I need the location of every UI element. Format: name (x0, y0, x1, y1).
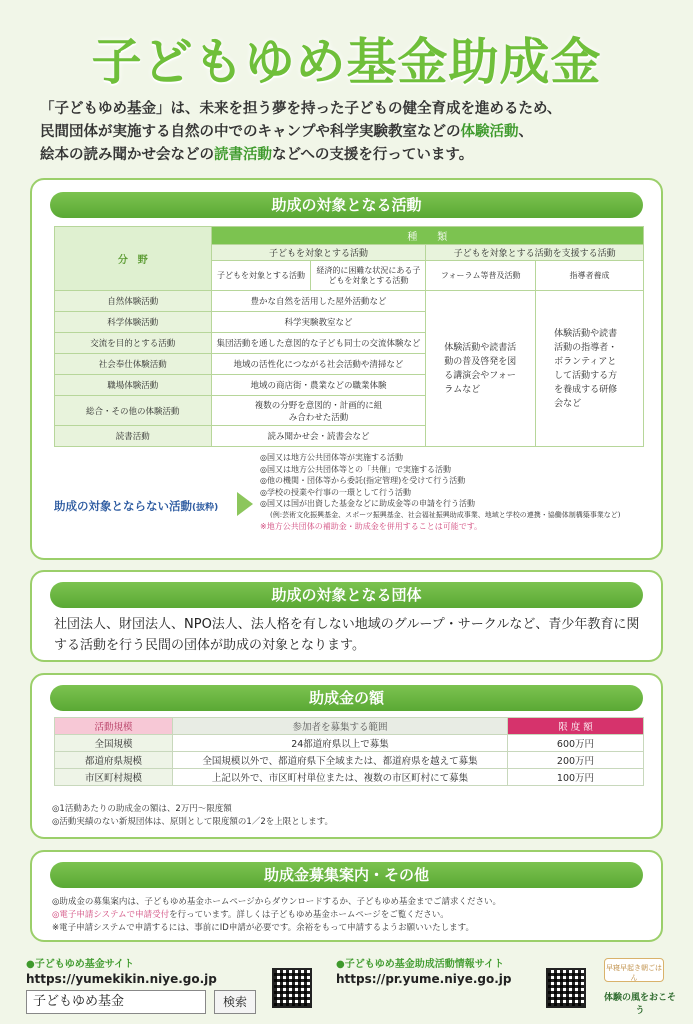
intro-highlight-reading: 読書活動 (214, 147, 272, 163)
col-for-children-header: 子どもを対象とする活動 (211, 245, 426, 261)
not-covered-label (54, 498, 218, 514)
hayane-logo: 早寝早起き朝ごはん (604, 958, 664, 982)
trainer-desc-cell: 体験活動や読書活動の指導者・ボランティアとして活動する方を養成する研修会など (536, 291, 644, 447)
range-cell: 24都道府県以上で募集 (173, 735, 508, 752)
list-item: ◎学校の授業や行事の一環として行う活動 (260, 487, 411, 497)
intro-line-3-text: 絵本の読み聞かせ会などの (40, 147, 214, 163)
page-title: 子どもゆめ基金助成金 (91, 33, 602, 91)
desc-cell: 地域の活性化につながる社会活動や清掃など (211, 354, 426, 375)
arrow-right-icon (237, 492, 253, 516)
limit-cell: 100万円 (508, 769, 644, 786)
intro-line-2-end: 、 (518, 124, 533, 140)
groups-card (30, 570, 663, 662)
table-row (55, 291, 644, 312)
list-item: ◎国又は地方公共団体等との「共催」で実施する活動 (260, 464, 451, 474)
site-2-url-link[interactable]: https://pr.yume.niye.go.jp (336, 972, 512, 986)
list-item: ◎助成金の募集案内は、子どもゆめ基金ホームページからダウンロードするか、子どもゆめ基金までご請求ください。 (52, 897, 501, 907)
forum-desc-cell: 体験活動や読書活動の普及啓発を図る講演会やフォーラムなど (426, 291, 536, 447)
col-limit-header: 限 度 額 (508, 718, 644, 735)
info-card (30, 850, 663, 942)
qr-code-icon[interactable] (546, 968, 586, 1008)
site-2-label: ●子どもゆめ基金助成活動情報サイト (336, 959, 505, 970)
col-support-header: 子どもを対象とする活動を支援する活動 (426, 245, 644, 261)
intro-line-1: 「子どもゆめ基金」は、未来を担う夢を持った子どもの健全育成を進めるため、 (40, 101, 562, 117)
info-notes (52, 896, 501, 935)
activities-table (54, 226, 644, 447)
e-application-rest: を行っています。詳しくは子どもゆめ基金ホームページをご覧ください。 (169, 910, 449, 920)
range-cell: 上記以外で、市区町村単位または、複数の市区町村にて募集 (173, 769, 508, 786)
field-cell: 職場体験活動 (55, 375, 212, 396)
field-cell: 読書活動 (55, 426, 212, 447)
not-covered-title: 助成の対象とならない活動 (54, 499, 192, 513)
not-covered-excerpt-note: (抜粋) (192, 503, 219, 513)
activities-card (30, 178, 663, 560)
list-item: ◎国又は国が出資した基金などに助成金等の申請を行う活動 (260, 499, 475, 508)
table-row (55, 769, 644, 786)
qr-code-icon[interactable] (272, 968, 312, 1008)
sub-children-header: 子どもを対象とする活動 (211, 261, 311, 291)
amount-notes (52, 803, 333, 829)
intro-line-3 (40, 144, 660, 167)
intro-highlight-experience: 体験活動 (460, 124, 519, 140)
field-cell: 交流を目的とする活動 (55, 333, 212, 354)
limit-cell: 600万円 (508, 735, 644, 752)
list-item (52, 909, 501, 922)
footer-site-2 (336, 955, 512, 986)
info-heading: 助成金募集案内・その他 (50, 862, 643, 888)
footer-site-1 (26, 955, 217, 986)
col-field-header: 分 野 (55, 227, 212, 291)
list-item-example: (例:芸術文化振興基金、スポーツ振興基金、社会福祉振興助成事業、地域と学校の連携・協働体制構築事業など) (270, 510, 621, 519)
desc-cell: 地域の商店街・農業などの職業体験 (211, 375, 426, 396)
search-input[interactable]: 子どもゆめ基金 (26, 990, 206, 1014)
list-item: ◎1活動あたりの助成金の額は、2万円〜限度額 (52, 804, 232, 814)
search-button[interactable]: 検索 (214, 990, 256, 1014)
col-types-header: 種 類 (211, 227, 643, 245)
sub-forum-header: フォーラム等普及活動 (426, 261, 536, 291)
desc-cell: 複数の分野を意図的・計画的に組み合わせた活動 (211, 396, 426, 426)
not-covered-list (260, 452, 621, 533)
desc-cell: 豊かな自然を活用した屋外活動など (211, 291, 426, 312)
site-1-url-link[interactable]: https://yumekikin.niye.go.jp (26, 972, 217, 986)
scale-cell: 全国規模 (55, 735, 173, 752)
intro-text (40, 98, 660, 167)
groups-heading: 助成の対象となる団体 (50, 582, 643, 608)
scale-cell: 都道府県規模 (55, 752, 173, 769)
site-1-label: ●子どもゆめ基金サイト (26, 959, 135, 970)
intro-line-2-text: 民間団体が実施する自然の中でのキャンプや科学実験教室などの (40, 124, 461, 140)
amount-heading: 助成金の額 (50, 685, 643, 711)
list-item-note: ※地方公共団体の補助金・助成金を併用することは可能です。 (260, 522, 483, 531)
list-item: ◎国又は地方公共団体等が実施する活動 (260, 453, 403, 462)
e-application-note: ◎電子申請システムで申請受付 (52, 910, 170, 920)
sub-poor-header: 経済的に困難な状況にある子どもを対象とする活動 (311, 261, 426, 291)
amount-table (54, 717, 644, 786)
desc-cell: 集団活動を通した意図的な子ども同士の交流体験など (211, 333, 426, 354)
list-item: ◎他の機関・団体等から委託(指定管理)を受けて行う活動 (260, 476, 466, 485)
col-range-header: 参加者を募集する範囲 (173, 718, 508, 735)
desc-cell: 科学実験教室など (211, 312, 426, 333)
col-scale-header: 活動規模 (55, 718, 173, 735)
intro-line-2 (40, 121, 660, 144)
range-cell: 全国規模以外で、都道府県下全域または、都道府県を越えて募集 (173, 752, 508, 769)
groups-text: 社団法人、財団法人、NPO法人、法人格を有しない地域のグループ・サークルなど、青少年教育に関する活動を行う民間の団体が助成の対象となります。 (54, 617, 640, 653)
field-cell: 科学体験活動 (55, 312, 212, 333)
field-cell: 自然体験活動 (55, 291, 212, 312)
campaign-logo-text: 体験の風をおこそう (603, 993, 676, 1016)
amount-card (30, 673, 663, 839)
table-row (55, 735, 644, 752)
activities-heading: 助成の対象となる活動 (50, 192, 643, 218)
list-item: ※電子申請システムで申請するには、事前にID申請が必要です。余裕をもって申請するようお願いいたします。 (52, 923, 474, 933)
intro-line-3-end: などへの支援を行っています。 (272, 147, 474, 163)
table-row (55, 752, 644, 769)
desc-cell: 読み聞かせ会・読書会など (211, 426, 426, 447)
field-cell: 社会奉仕体験活動 (55, 354, 212, 375)
sub-trainer-header: 指導者養成 (536, 261, 644, 291)
scale-cell: 市区町村規模 (55, 769, 173, 786)
limit-cell: 200万円 (508, 752, 644, 769)
list-item: ◎活動実績のない新規団体は、原則として限度額の1／2を上限とします。 (52, 817, 334, 827)
field-cell: 総合・その他の体験活動 (55, 396, 212, 426)
